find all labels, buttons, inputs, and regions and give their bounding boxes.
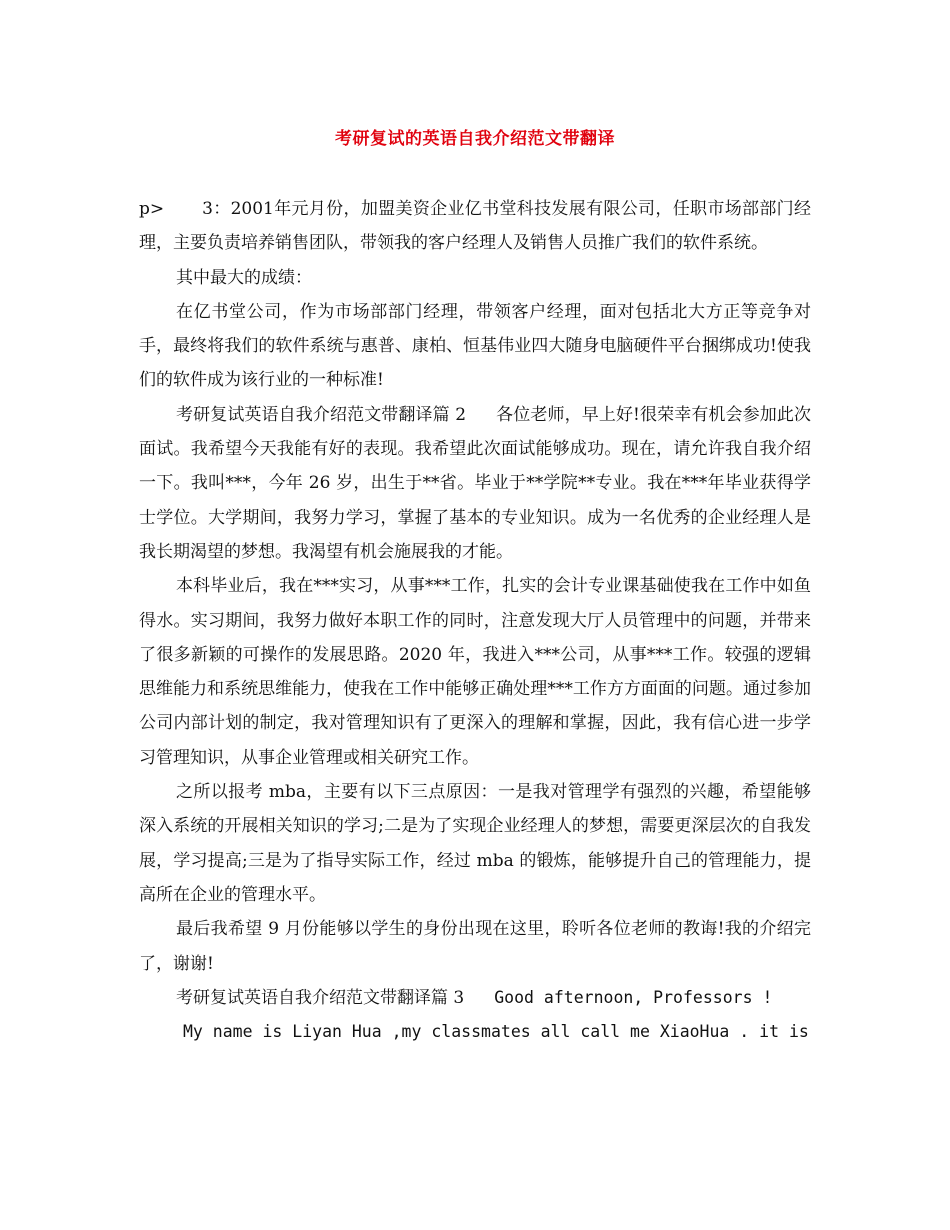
paragraph: My name is Liyan Hua ,my classmates all call me XiaoHua . it is xyxy=(183,1022,809,1042)
paragraph-text: 各位老师，早上好!很荣幸有机会参加此次面试。我希望今天我能有好的表现。我希望此次面试能够成功。现在，请允许我自我介绍一下。我叫***，今年 26 岁，出生于**省。毕业于**学院**专业。我在***年毕业获得学士学位。大学期间，我努力学习，掌握了基本的专业知识。成为一名优秀的企业经理人是我长期渴望的梦想。我渴望有机会施展我的才能。 xyxy=(139,404,811,562)
paragraph xyxy=(139,398,811,569)
paragraph-text: 3：2001年元月份，加盟美资企业亿书堂科技发展有限公司，任职市场部部门经理，主要负责培养销售团队，带领我的客户经理人及销售人员推广我们的软件系统。 xyxy=(139,199,811,254)
paragraph-text: Good afternoon, Professors ! xyxy=(494,987,773,1007)
paragraph: 之所以报考 mba，主要有以下三点原因：一是我对管理学有强烈的兴趣，希望能够深入系统的开展相关知识的学习;二是为了实现企业经理人的梦想，需要更深层次的自我发展，学习提高;三是为了指导实际工作，经过 mba 的锻炼，能够提升自己的管理能力，提高所在企业的管理水平。 xyxy=(139,782,811,905)
paragraph xyxy=(139,981,811,1015)
paragraph xyxy=(139,192,811,261)
section-heading: 考研复试英语自我介绍范文带翻译篇 3 xyxy=(176,987,465,1008)
paragraph: 在亿书堂公司，作为市场部部门经理，带领客户经理，面对包括北大方正等竞争对手，最终将我们的软件系统与惠普、康柏、恒基伟业四大随身电脑硬件平台捆绑成功!使我们的软件成为该行业的一种标准! xyxy=(139,301,811,391)
section-heading: 考研复试英语自我介绍范文带翻译篇 2 xyxy=(176,404,467,425)
paragraph: 最后我希望 9 月份能够以学生的身份出现在这里，聆听各位老师的教诲!我的介绍完了，谢谢! xyxy=(139,919,811,974)
paragraph: 本科毕业后，我在***实习，从事***工作，扎实的会计专业课基础使我在工作中如鱼得水。实习期间，我努力做好本职工作的同时，注意发现大厅人员管理中的问题，并带来了很多新颖的可操作的发展思路。2020 年，我进入***公司，从事***工作。较强的逻辑思维能力和系统思维能力，使我在工作中能够正确处理***工作方方面面的问题。通过参加公司内部计划的制定，我对管理知识有了更深入的理解和掌握，因此，我有信心进一步学习管理知识，从事企业管理或相关研究工作。 xyxy=(139,576,811,768)
document-body xyxy=(139,192,811,1049)
paragraph-prefix: p> xyxy=(139,199,165,219)
paragraph: 其中最大的成绩： xyxy=(176,267,312,288)
document-title: 考研复试的英语自我介绍范文带翻译 xyxy=(335,129,615,149)
